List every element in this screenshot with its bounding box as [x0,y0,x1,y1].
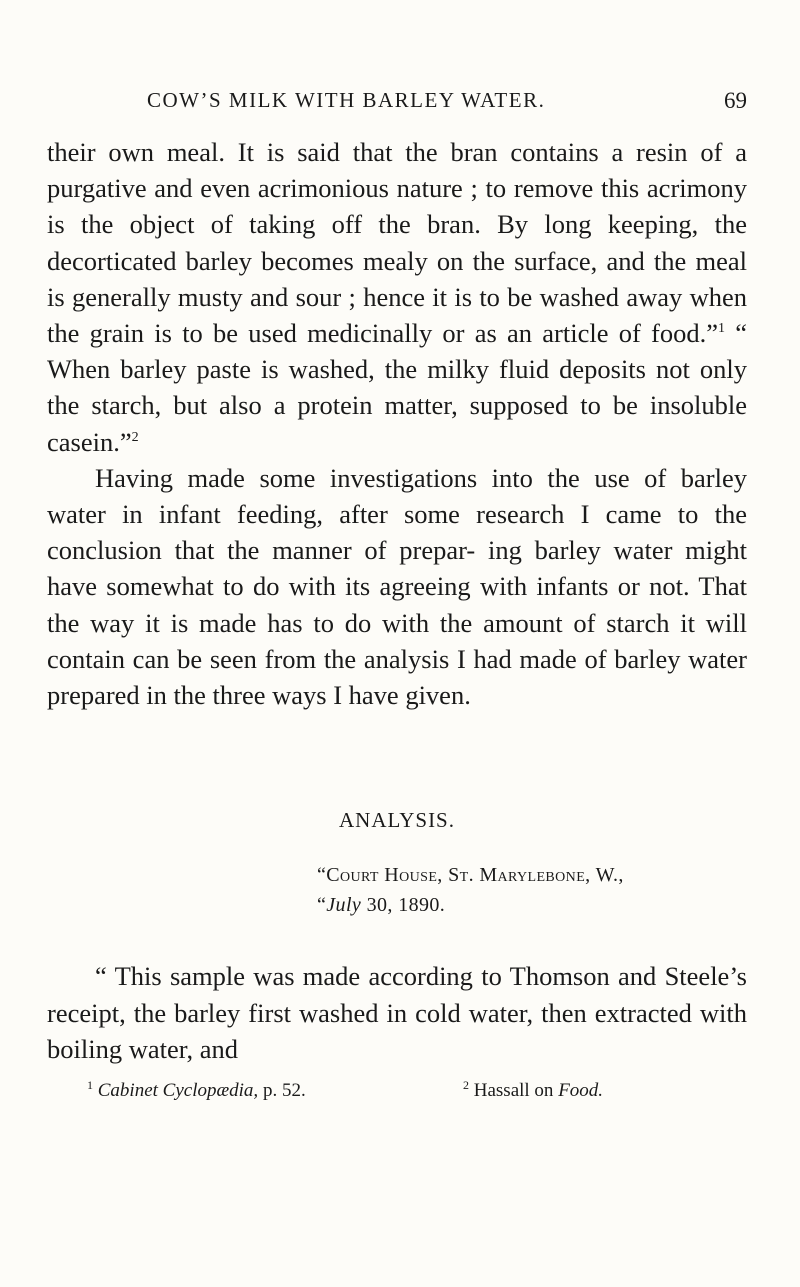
address-date [317,890,624,920]
paragraph-3: “ This sample was made according to Thomson and Steele’s receipt, the barley first washed in cold water, then extracted with boiling water, and [47,961,747,1064]
running-title: COW’S MILK WITH BARLEY WATER. [147,88,546,112]
footnote-1-title: Cabinet Cyclopædia, [97,1080,259,1101]
analysis-heading: ANALYSIS. [339,808,455,832]
paragraph-1-text: their own meal. It is said that the bran contains a resin of a purgative and even acrimonious nature ; to remove this acrimony is the object of taking off the bran. By long keeping, the decorticated barley becomes mealy on the surface, and the meal is generally musty and sour ; hence it is to be washed away when the grain is to be used medicinally or as an article of food.” [47,137,747,349]
footnote-ref-2: 2 [131,429,139,445]
paragraph-2: Having made some investigations into the use of barley water in infant feeding, after some research I came to the conclusion that the manner of prepar- ing barley water might have somewhat to do with its agreeing with infants or not. That the way it is made has to do with the amount of starch it will contain can be seen from the analysis I had made of barley water prepared in the three ways I have given. [47,462,747,711]
main-text [47,134,747,713]
footnote-2-author: Hassall on [473,1080,559,1101]
footnote-1-mark: 1 [87,1078,93,1092]
address-line: “Court House, St. Marylebone, W., [317,864,624,886]
paragraph-1 [47,134,747,460]
date-open-quote: “ [317,894,327,916]
footnote-2 [463,1080,603,1102]
footnote-1 [87,1080,306,1102]
footnote-2-title: Food. [558,1080,604,1101]
footnote-ref-1: 1 [718,321,725,337]
page-number: 69 [724,88,747,113]
running-head [47,88,747,118]
quote-text [47,958,747,1068]
footnote-2-mark: 2 [463,1078,469,1092]
paragraph-1-text-continued: “ When barley paste is washed, the milky fluid deposits not only the starch, but also a protein matter, supposed to be insoluble casein.” [47,318,747,457]
footnote-1-page: p. 52. [258,1080,306,1101]
address-block [317,860,624,920]
date-month: July [326,894,362,916]
date-rest: 30, 1890. [361,894,446,916]
